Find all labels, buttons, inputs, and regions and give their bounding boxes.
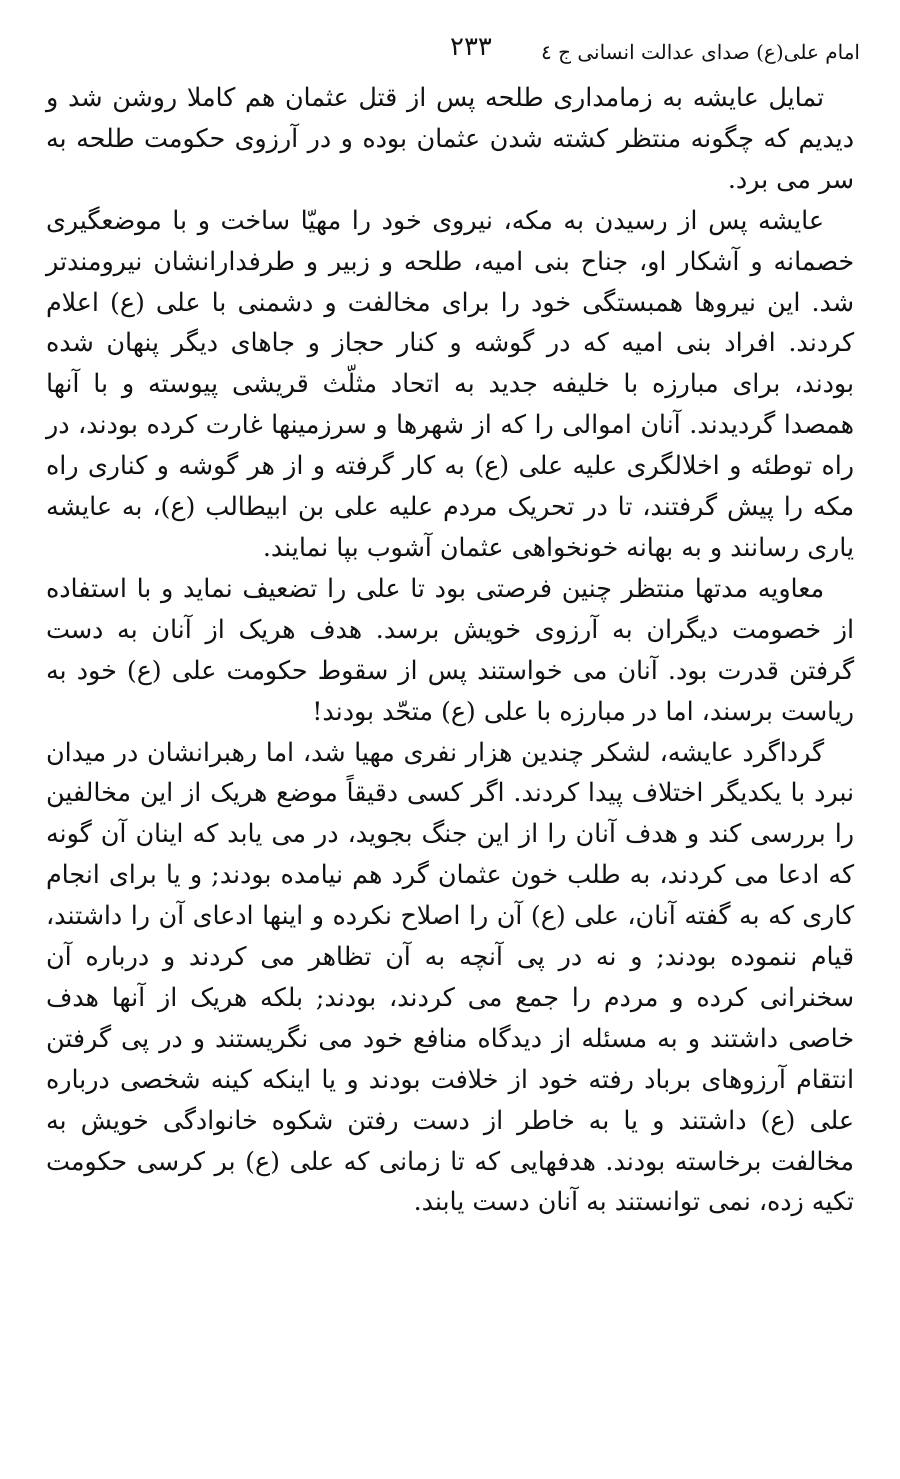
paragraph-3: معاویه مدتها منتظر چنین فرصتی بود تا علی را تضعیف نماید و با استفاده از خصومت دیگران به آرزوی خویش برسد. هدف هریک از آنان به دست گرفتن قدرت بود. آنان می خواستند پس از سقوط حکومت علی (ع) خود به ریاست برسند، اما در مبارزه با علی (ع) متحّد بودند! [46, 573, 854, 726]
paragraph-1: تمایل عایشه به زمامداری طلحه پس از قتل عثمان هم کاملا روشن شد و دیدیم که چگونه منتظر کشته شدن عثمان بوده و در آرزوی حکومت طلحه به سر می برد. [46, 83, 854, 194]
paragraph-4: گرداگرد عایشه، لشکر چندین هزار نفری مهیا شد، اما رهبرانشان در میدان نبرد با یکدیگر اختلاف پیدا کردند. اگر کسی دقیقاً موضع هریک از این مخالفین را بررسی کند و هدف آنان را از این جنگ بجوید، در می یابد که اینان آن گونه که ادعا می کردند، به طلب خون عثمان گرد هم نیامده بودند; و یا برای انجام کاری که به گفته آنان، علی (ع) آن را اصلاح نکرده و اینها ادعای آن را داشتند، قیام ننموده بودند; و نه در پی آنچه به آن تظاهر می کردند و درباره آن سخنرانی کرده و مردم را جمع می کردند، بودند; بلکه هریک از آنها هدف خاصی داشتند و به مسئله از دیدگاه منافع خود می نگریستند و در پی گرفتن انتقام آرزوهای برباد رفته خود از خلافت بودند و یا اینکه کینه شخصی درباره علی (ع) داشتند و یا به خاطر از دست رفتن شکوه خانوادگی خویش به مخالفت برخاسته بودند. هدفهایی که تا زمانی که علی (ع) بر کرسی حکومت تکیه زده، نمی توانستند به آنان دست یابند. [46, 737, 854, 1217]
page-number: ٢٣٣ [450, 32, 492, 62]
book-title: امام علی(ع) صدای عدالت انسانی ج ٤ [540, 40, 860, 64]
paragraph-2: عایشه پس از رسیدن به مکه، نیروی خود را مهیّا ساخت و با موضعگیری خصمانه و آشکار او، جناح بنی امیه، طلحه و زبیر و طرفدارانشان نیرومندتر شد. این نیروها همبستگی خود را برای مخالفت و دشمنی با علی (ع) اعلام کردند. افراد بنی امیه که در گوشه و کنار حجاز و جاهای دیگر پنهان شده بودند، برای مبارزه با خلیفه جدید به اتحاد مثلّث قریشی پیوسته و با آنها همصدا گردیدند. آنان اموالی را که از شهرها و سرزمینها غارت کرده بودند، در راه توطئه و اخلالگری علیه علی (ع) به کار گرفته و از هر گوشه و کناری راه مکه را پیش گرفتند، تا در تحریک مردم علیه علی بن ابیطالب (ع)، به عایشه یاری رسانند و به بهانه خونخواهی عثمان آشوب بپا نمایند. [46, 205, 854, 562]
body-text [46, 78, 854, 1223]
page-header [40, 32, 860, 72]
